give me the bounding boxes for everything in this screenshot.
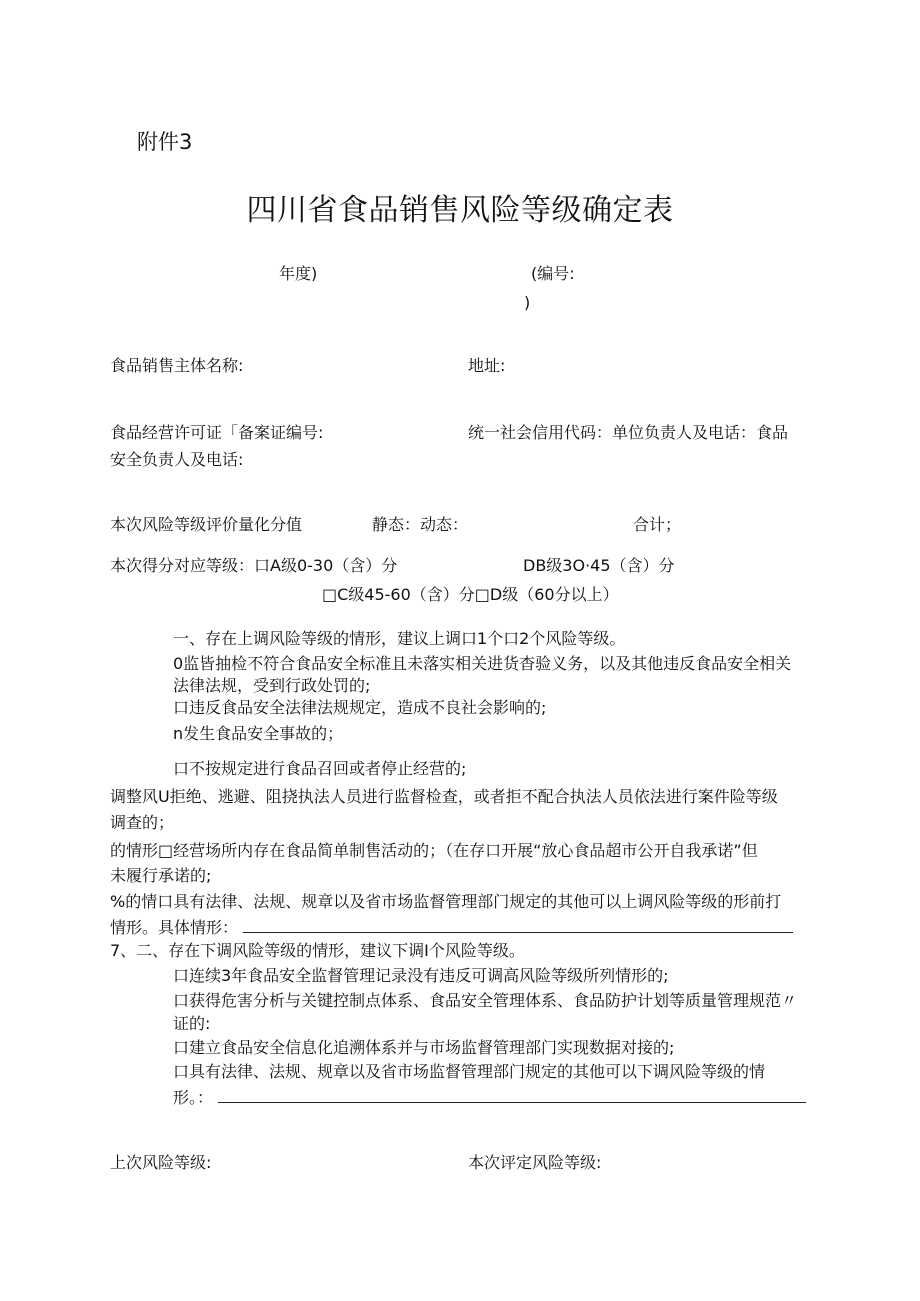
number-close: ) — [524, 293, 531, 312]
current-risk-level-label: 本次评定风险等级: — [468, 1153, 602, 1172]
upgrade-item-5: 调整风U拒绝、逃避、阻挠执法人员进行监督检查，或者拒不配合执法人员依法进行案件险等级 — [110, 787, 778, 806]
downgrade-heading: 7、二、存在下调风险等级的情形，建议下调I个风险等级。 — [110, 941, 525, 960]
last-risk-level-label: 上次风险等级: — [110, 1153, 212, 1172]
credit-code-label: 统一社会信用代码：单位负责人及电话：食品 — [468, 423, 789, 442]
downgrade-item-4: 口具有法律、法规、规章以及省市场监督管理部门规定的其他可以下调风险等级的情 — [173, 1062, 766, 1081]
upgrade-item-2: 口违反食品安全法律法规规定，造成不良社会影响的; — [173, 698, 547, 717]
downgrade-item-3: 口建立食品安全信息化追溯体系并与市场监督管理部门实现数据对接的; — [173, 1038, 675, 1057]
attachment-label: 附件3 — [137, 130, 193, 154]
downgrade-specific-blank — [218, 1088, 806, 1103]
upgrade-specific-blank — [243, 918, 793, 933]
upgrade-item-7-cont — [110, 918, 793, 936]
number-label: (编号: — [531, 264, 575, 283]
upgrade-item-5-cont: 调查的； — [110, 813, 175, 832]
upgrade-item-1: 0监皆抽检不符合食品安全标准且未落实相关进货杳验义务，以及其他违反食品安全相关 — [173, 654, 792, 673]
score-label: 本次风险等级评价量化分值 — [110, 515, 303, 534]
downgrade-item-2: 口获得危害分析与关键控制点体系、食品安全管理体系、食品防护计划等质量管理规范〃 — [173, 991, 798, 1010]
address-label: 地址: — [468, 356, 506, 375]
downgrade-item-4-cont — [173, 1088, 806, 1106]
grade-cd-options: □C级45-60（含）分□D级（60分以上） — [322, 585, 619, 604]
upgrade-item-3: n发生食品安全事故的； — [173, 724, 344, 743]
upgrade-heading: 一、存在上调风险等级的情形，建议上调口1个口2个风险等级。 — [173, 629, 626, 648]
upgrade-item-6: 的情形□经营场所内存在食品简单制售活动的；（在存口开展“放心食品超市公开自我承诺”但 — [110, 841, 758, 860]
safety-officer-label: 安全负责人及电话: — [110, 450, 244, 469]
entity-name-label: 食品销售主体名称: — [110, 356, 244, 375]
downgrade-item-2-cont: 证的: — [173, 1014, 211, 1033]
upgrade-specific-label: 情形。具体情形： — [110, 918, 239, 937]
year-label: 年度) — [279, 264, 318, 283]
upgrade-item-7: %的情口具有法律、法规、规章以及省市场监督管理部门规定的其他可以上调风险等级的形前打 — [110, 892, 782, 911]
total-label: 合计； — [633, 515, 682, 534]
upgrade-item-1-cont: 法律法规，受到行政处罚的; — [173, 676, 371, 695]
upgrade-item-6-cont: 未履行承诺的; — [110, 866, 212, 885]
upgrade-item-4: 口不按规定进行食品召回或者停止经营的; — [173, 759, 467, 778]
grade-b-option: DB级3O·45（含）分 — [523, 556, 675, 575]
downgrade-item-1: 口连续3年食品安全监督管理记录没有违反可调高风险等级所列情形的; — [173, 966, 669, 985]
license-number-label: 食品经营许可证「备案证编号: — [110, 423, 324, 442]
document-title: 四川省食品销售风险等级确定表 — [246, 193, 674, 228]
downgrade-specific-label: 形。： — [173, 1088, 214, 1107]
grade-a-option: 本次得分对应等级：口A级0-30（含）分 — [110, 556, 398, 575]
static-dynamic-label: 静态：动态： — [372, 515, 469, 534]
